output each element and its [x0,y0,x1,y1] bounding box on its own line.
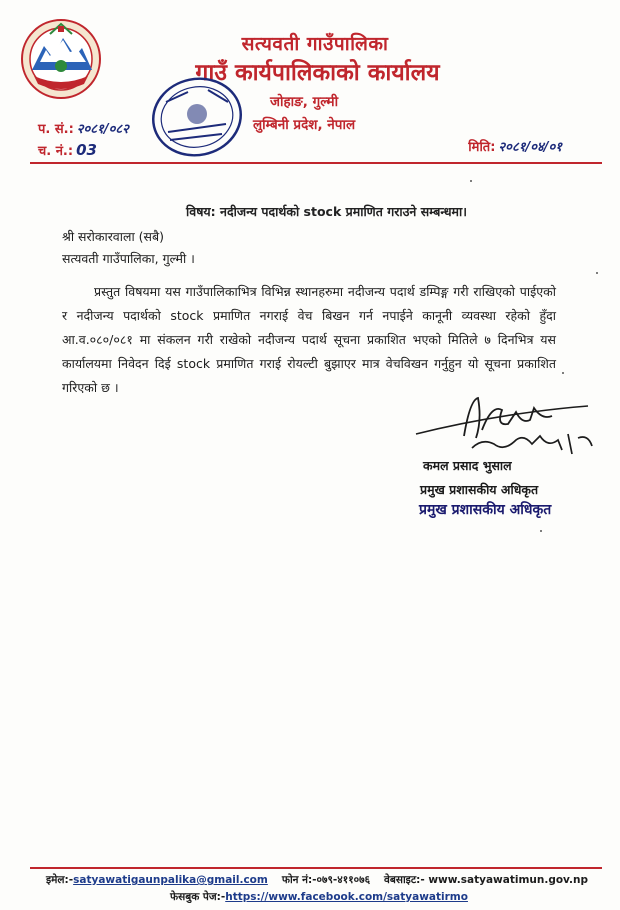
office-seal-stamp [148,72,246,162]
municipality-name: सत्यवती गाउँपालिका [241,33,389,55]
phone-label: फोन नं:- [281,874,317,886]
dispatch-value: 03 [76,141,97,159]
speck [596,272,598,274]
signatory-title: प्रमुख प्रशासकीय अधिकृत [420,482,539,497]
recipient-line-1: श्री सरोकारवाला (सबै) [62,229,165,244]
speck [562,372,564,374]
letter-date [468,137,562,155]
signatory-name: कमल प्रसाद भुसाल [423,458,512,473]
signatory-title-stamp: प्रमुख प्रशासकीय अधिकृत [419,502,552,518]
footer-contact-line [46,873,588,887]
address-line-2: लुम्बिनी प्रदेश, नेपाल [253,117,356,133]
reference-label: प. सं.: [38,122,74,137]
email-link[interactable]: satyawatigaunpalika@gmail.com [73,874,268,886]
speck [470,180,472,182]
reference-value: २०८१/०८२ [76,122,129,137]
footer-facebook-line [170,890,468,904]
speck [540,530,542,532]
website-link[interactable]: www.satyawatimun.gov.np [428,874,589,886]
dispatch-number [38,141,97,159]
office-name: गाउँ कार्यपालिकाको कार्यालय [195,60,440,86]
header-divider [30,162,602,164]
phone-number: ०७९-४११०७६ [316,874,371,886]
email-label: इमेल:- [46,874,74,886]
date-value: २०८१/०४/०१ [498,140,562,155]
reference-number [38,119,129,137]
recipient-line-2: सत्यवती गाउँपालिका, गुल्मी । [62,251,195,266]
dispatch-label: च. नं.: [38,144,74,159]
address-line-1: जोहाङ, गुल्मी [270,94,339,110]
website-label: वेबसाइट:- [384,874,425,886]
date-label: मिति: [468,140,496,155]
facebook-link[interactable]: https://www.facebook.com/satyawatirmo [225,891,468,903]
facebook-label: फेसबुक पेज:- [170,891,226,903]
handwritten-signature [412,390,602,460]
nepal-government-emblem [20,18,102,100]
letter-subject: विषय: नदीजन्य पदार्थको stock प्रमाणित गराउने सम्बन्धमा। [186,204,467,219]
footer-divider [30,867,602,869]
letter-body: प्रस्तुत विषयमा यस गाउँपालिकाभित्र विभिन्न स्थानहरुमा नदीजन्य पदार्थ डम्पिङ्ग गरी राखिएको पाईएको र नदीजन्य पदार्थको stock प्रमाणित नगराई वेच बिखन गर्न नपाईने कानूनी व्यवस्था रहेको हुँदा आ.व.०८०/०८१ मा संकलन गरी राखेको नदीजन्य पदार्थ सूचना प्रकाशित भएको मितिले ७ दिनभित्र यस कार्यालयमा निवेदन दिई stock प्रमाणित गराई रोयल्टी बुझाएर मात्र वेचविखन गर्नुहुन यो सूचना प्रकाशित गरिएको छ । [62,284,556,395]
